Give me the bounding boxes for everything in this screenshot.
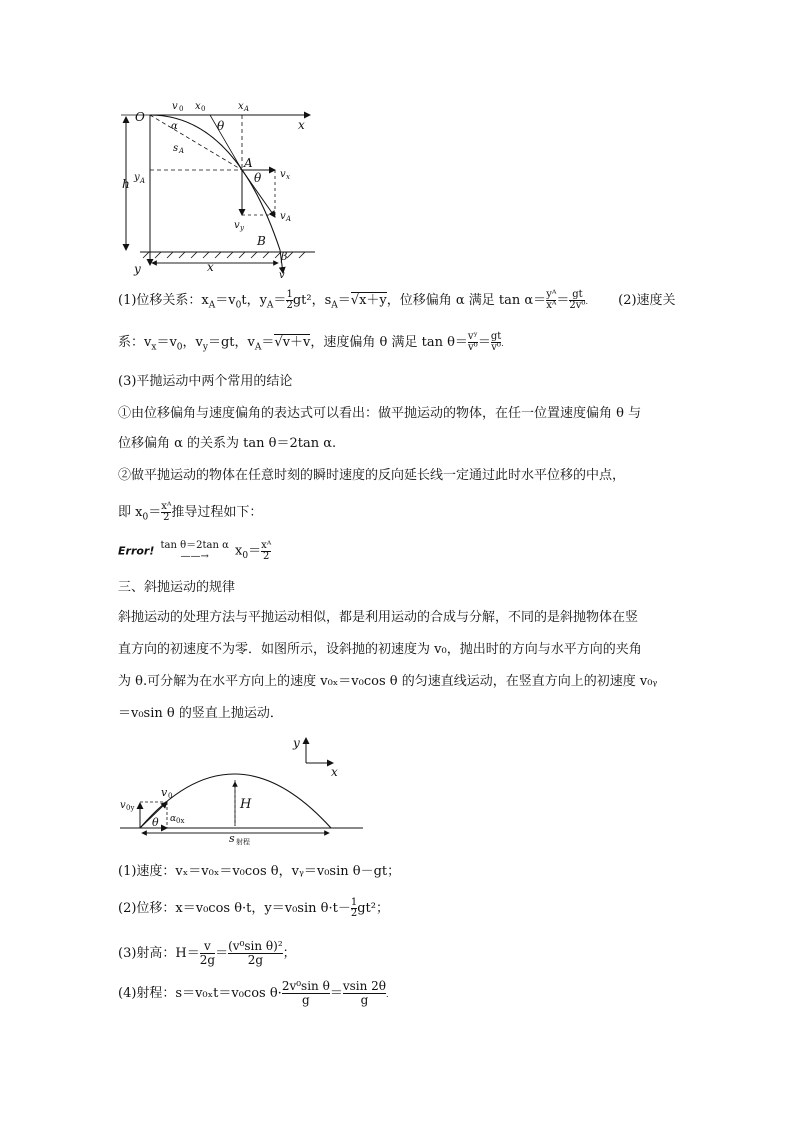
- svg-text:0: 0: [179, 105, 184, 113]
- paragraph-line-2: 直方向的初速度不为零．如图所示，设斜抛的初速度为 v₀，抛出时的方向与水平方向的夹角: [118, 642, 642, 657]
- oblique-projectile-diagram: [115, 730, 370, 845]
- conclusion-2-line1: ②做平抛运动的物体在任意时刻的瞬时速度的反向延长线一定通过此时水平位移的中点，: [118, 468, 626, 483]
- displacement-relation-line: (1)位移关系：$x_A=v_0t$，$y_A=$ $\frac{1}{2}$ gt²，$s_A=√x+y$，位移偏角 α 满足 tan α＝ $\frac{\text{yᴬ}}{\text{xᴬ}}$ ＝ $\frac{gt}{\text{2v⁰}}$ . (2)速度关: [118, 289, 676, 311]
- x-range-label: x: [207, 260, 214, 274]
- svg-text:A: A: [140, 177, 146, 185]
- projectile-diagram: [115, 95, 325, 280]
- theta-label-A: θ: [254, 171, 262, 185]
- H-label: H: [240, 797, 252, 812]
- y-axis-label: y: [134, 262, 141, 276]
- v0-label: v: [172, 101, 178, 112]
- vA-label: v: [280, 211, 286, 222]
- svg-text:0: 0: [201, 105, 206, 113]
- paragraph-line-1: 斜抛运动的处理方法与平抛运动相似，都是利用运动的合成与分解，不同的是斜抛物体在竖: [118, 610, 639, 625]
- alpha-label: α: [171, 121, 178, 132]
- paragraph-line-3: 为 θ.可分解为在水平方向上的速度 v₀ₓ＝v₀cos θ 的匀速直线运动，在竖直方向上的初速度 v₀ᵧ: [118, 674, 658, 689]
- yA-label: y: [134, 172, 140, 183]
- conclusion-1-line1: ①由位移偏角与速度偏角的表达式可以看出：做平抛运动的物体，在任一位置速度偏角 θ 与: [118, 406, 642, 421]
- formula-height: (3)射高：H＝ $\frac{v}{2g}$ ＝ $\frac{\text{(v⁰sin θ)²}}{2g}$ ；: [118, 939, 296, 967]
- point-B-label: B: [257, 234, 266, 248]
- theta-label: θ: [152, 816, 159, 829]
- theta-label-top: θ: [217, 119, 225, 133]
- svg-text:0y: 0y: [126, 804, 135, 812]
- y-axis-label: y: [293, 736, 300, 750]
- point-A-label: A: [244, 156, 253, 170]
- paragraph-line-4: ＝v₀sin θ 的竖直上抛运动．: [118, 706, 283, 721]
- velocity-extension: [210, 115, 242, 170]
- conclusion-1-line2: 位移偏角 α 的关系为 tan θ＝2tan α.: [118, 436, 337, 451]
- svg-text:y: y: [240, 224, 244, 232]
- svg-text:A: A: [286, 215, 292, 223]
- svg-text:A: A: [179, 147, 185, 155]
- h-label: h: [122, 177, 130, 191]
- svg-text:射程: 射程: [236, 838, 250, 845]
- conclusion-2-line2: 即 $x_0=$ $\frac{\text{xᴬ}}{2}$ 推导过程如下：: [118, 501, 263, 523]
- beta-label: β: [281, 250, 288, 263]
- vB-label: v: [279, 270, 285, 280]
- x-axis-label: x: [331, 765, 338, 779]
- v0y-label: v: [120, 800, 126, 811]
- conclusions-heading: (3)平抛运动中两个常用的结论: [118, 374, 293, 389]
- v0-label: v: [161, 786, 168, 799]
- velocity-relation-line: 系：$v_x=v_0$，$v_y=gt$，$v_A=√v+v$，速度偏角 θ 满足 tan θ＝ $\frac{\text{vʸ}}{\text{v⁰}}$ ＝ $\frac{gt}{\text{v⁰}}$ .: [118, 331, 504, 353]
- vy-label: v: [234, 220, 240, 231]
- derivation-line: Error! tan θ＝2tan α ——→ $x_0=$ $\frac{\text{xᴬ}}{2}$: [118, 539, 272, 562]
- origin-label: O: [135, 110, 145, 124]
- xA-label: x: [238, 101, 244, 112]
- x-axis-label: x: [298, 118, 305, 132]
- alpha-label: α: [170, 814, 177, 824]
- svg-text:A: A: [244, 105, 250, 113]
- sA-label: s: [173, 143, 179, 154]
- svg-text:0: 0: [168, 792, 173, 800]
- formula-range: (4)射程：s＝v₀ₓt＝v₀cos θ· $\frac{\text{2v⁰sin θ}}{g}$ ＝ $\frac{vsin 2\theta}{g}$ .: [118, 979, 389, 1007]
- x0-label: x: [195, 101, 201, 112]
- formula-displacement: (2)位移：x＝v₀cos θ·t，y＝v₀sin θ·t－ $\frac{1}{2}$ gt²；: [118, 897, 389, 919]
- v0x-label: 0x: [176, 817, 185, 825]
- svg-text:x: x: [286, 173, 290, 181]
- range-label: s: [229, 832, 235, 845]
- formula-velocity: (1)速度：vₓ＝v₀ₓ＝v₀cos θ，vᵧ＝v₀sin θ－gt；: [118, 864, 401, 879]
- vx-label: v: [280, 169, 286, 180]
- trajectory-curve: [140, 774, 331, 828]
- section-heading-oblique: 三、斜抛运动的规律: [118, 580, 236, 595]
- displacement-sA: [150, 115, 242, 170]
